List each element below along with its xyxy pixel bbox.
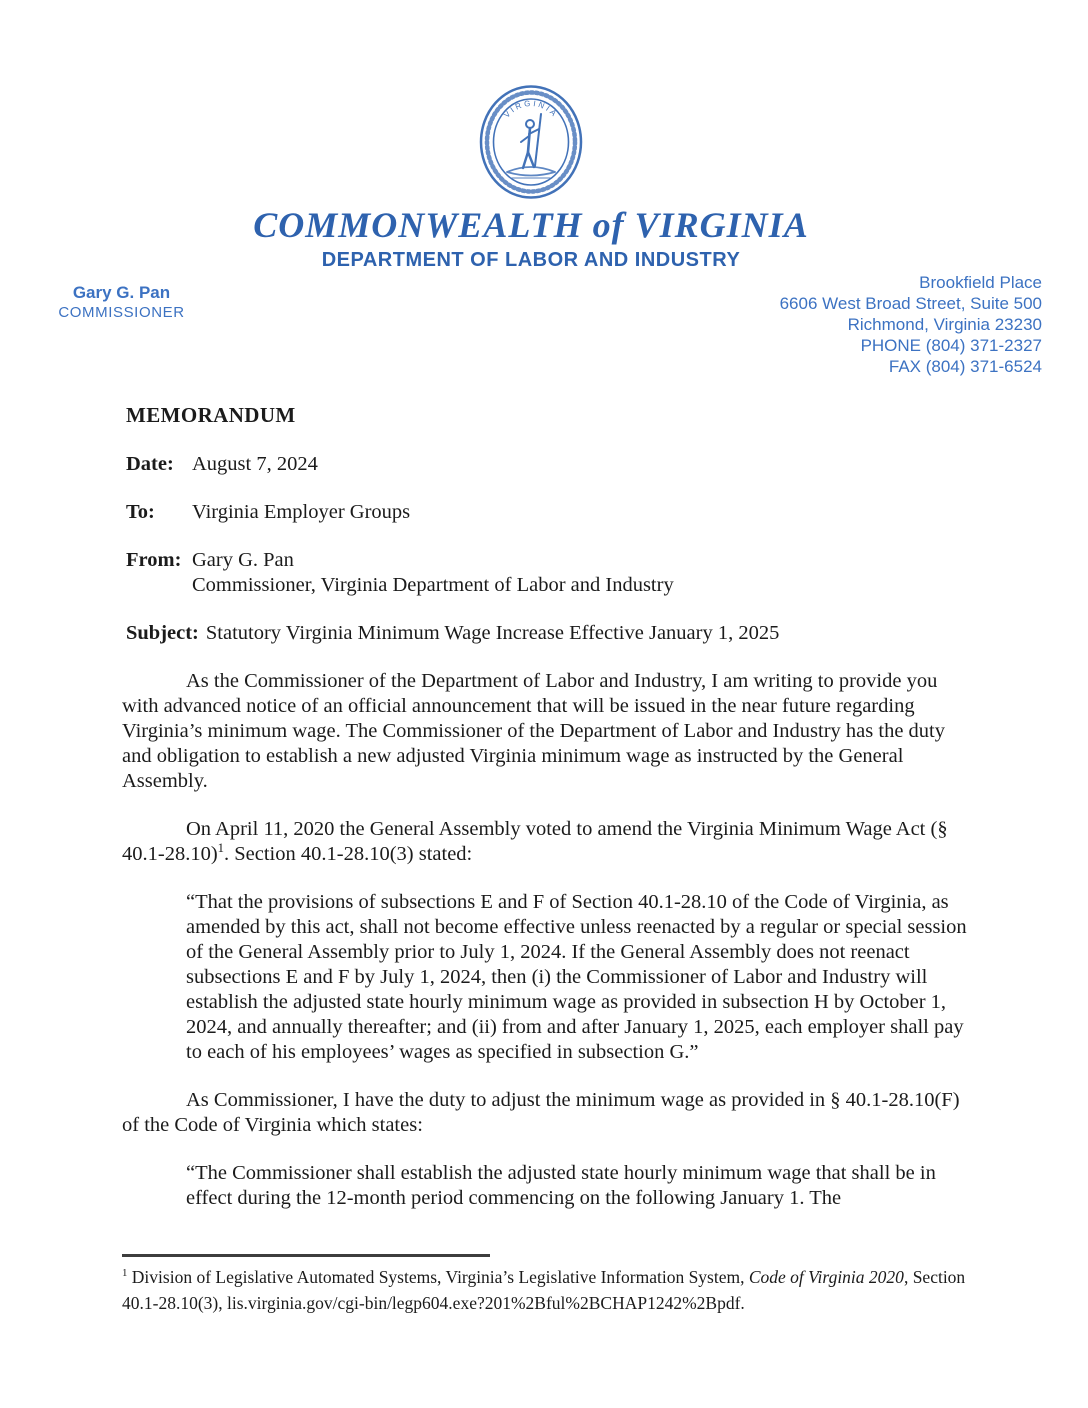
footnote-section <box>122 1254 968 1316</box>
commissioner-role: COMMISSIONER <box>58 304 185 321</box>
from-value: Gary G. Pan <box>192 549 294 571</box>
memo-field-from <box>126 548 968 598</box>
paragraph-amendment-rest: . Section 40.1-28.10(3) stated: <box>224 843 473 865</box>
commissioner-block <box>44 283 199 322</box>
footnote-reference: 1 <box>217 841 225 856</box>
from-value-title: Commissioner, Virginia Department of Labor and Industry <box>192 574 674 596</box>
paragraph-amendment-text: On April 11, 2020 the General Assembly voted to amend the Virginia Minimum Wage Act (§ 40.1-28.10) <box>122 818 948 865</box>
to-label: To: <box>126 501 155 523</box>
memo-heading: MEMORANDUM <box>126 403 296 427</box>
memo-body <box>122 403 968 1234</box>
contact-line: 6606 West Broad Street, Suite 500 <box>779 294 1042 313</box>
contact-line: FAX (804) 371-6524 <box>888 357 1042 376</box>
paragraph-duty: As Commissioner, I have the duty to adjust the minimum wage as provided in § 40.1-28.10(F) of the Code of Virginia which states: <box>122 1089 960 1136</box>
footnote-text <box>122 1264 968 1316</box>
letterhead <box>0 84 1062 272</box>
statute-quote-1: “That the provisions of subsections E and F of Section 40.1-28.10 of the Code of Virginia, as amended by this act, shall not become effective unless reenacted by a regular or special session of the General Assembly prior to July 1, 2024. If the General Assembly does not reenact subsections E and F by July 1, 2024, then (i) the Commissioner of Labor and Industry will establish the adjusted state hourly minimum wage as provided in subsection H by October 1, 2024, and annually thereafter; and (ii) from and after January 1, 2025, each employer shall pay to each of his employees’ wages as specified in subsection G.” <box>186 891 967 1063</box>
subject-value: Statutory Virginia Minimum Wage Increase Effective January 1, 2025 <box>205 622 780 644</box>
svg-text:VIRGINIA <box>502 99 560 120</box>
footnote-citation-italic: Code of Virginia 2020 <box>748 1267 904 1287</box>
contact-block <box>780 272 1042 377</box>
to-value: Virginia Employer Groups <box>192 501 411 523</box>
seal-arc-text: VIRGINIA <box>502 98 560 120</box>
footnote-pre: Division of Legislative Automated Systems, Virginia’s Legislative Information System, <box>127 1267 749 1287</box>
date-label: Date: <box>126 453 174 475</box>
date-value: August 7, 2024 <box>192 453 318 475</box>
paragraph-intro: As the Commissioner of the Department of Labor and Industry, I am writing to provide you with advanced notice of an official announcement that will be issued in the near future regarding Virginia’s minimum wage. The Commissioner of the Department of Labor and Industry has the duty and obligation to establish a new adjusted Virginia minimum wage as instructed by the General Assembly. <box>122 670 945 792</box>
subject-label: Subject: <box>126 622 199 644</box>
virginia-seal-icon <box>479 84 583 200</box>
statute-quote-2: “The Commissioner shall establish the adjusted state hourly minimum wage that shall be in effect during the 12-month period commencing on the following January 1. The <box>186 1162 936 1209</box>
footnote-post: , Section 40.1-28.10(3), lis.virginia.gov/cgi-bin/legp604.exe?201%2Bful%2BCHAP1242%2Bpdf. <box>122 1267 966 1313</box>
footnote-marker: 1 <box>122 1267 128 1280</box>
contact-line: PHONE (804) 371-2327 <box>860 336 1042 355</box>
memo-field-subject <box>126 621 968 646</box>
memo-field-date <box>126 452 968 477</box>
contact-line: Richmond, Virginia 23230 <box>847 315 1042 334</box>
contact-line: Brookfield Place <box>919 273 1042 292</box>
org-subtitle: DEPARTMENT OF LABOR AND INDUSTRY <box>321 249 741 271</box>
commissioner-name: Gary G. Pan <box>72 283 171 302</box>
org-title: COMMONWEALTH of VIRGINIA <box>253 205 809 245</box>
footnote-divider <box>122 1254 490 1257</box>
from-label: From: <box>126 549 182 571</box>
paragraph-amendment <box>122 817 968 867</box>
memo-field-to <box>126 500 968 525</box>
